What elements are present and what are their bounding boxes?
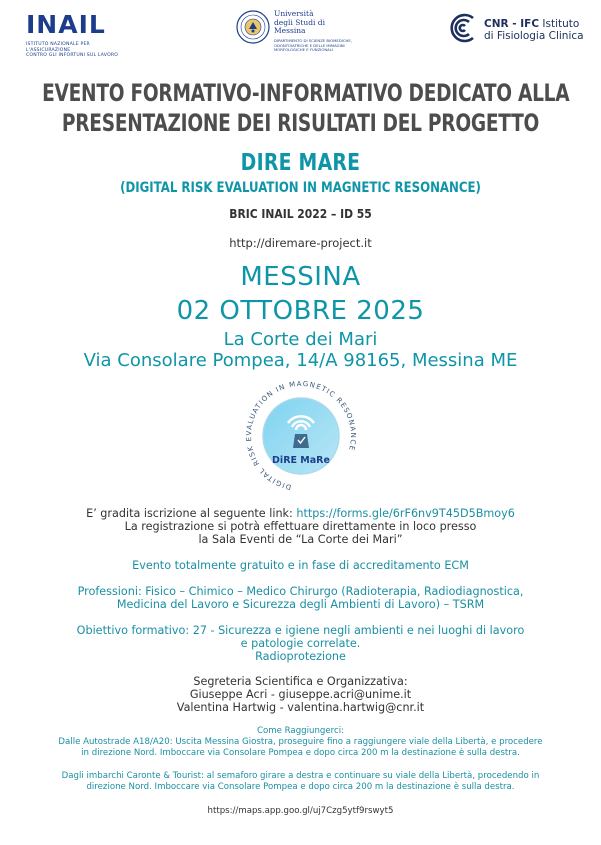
inail-wordmark: INAIL bbox=[26, 10, 106, 39]
event-city: MESSINA bbox=[240, 262, 361, 292]
event-address: Via Consolare Pompea, 14/A 98165, Messina ME bbox=[83, 350, 518, 371]
ecm-note: Evento totalmente gratuito e in fase di accreditamento ECM bbox=[132, 559, 469, 572]
grant-id: BRIC INAIL 2022 – ID 55 bbox=[229, 206, 372, 221]
professions-line-2: Medicina del Lavoro e Sicurezza degli Ambienti di Lavoro) – TSRM bbox=[116, 598, 485, 611]
directions-highway-line-2: in direzione Nord. Imboccare via Consolare Pompea e dopo circa 200 m la destinazione è sulla destra. bbox=[81, 748, 520, 758]
registration-onsite-line: La registrazione si potrà effettuare direttamente in loco presso bbox=[124, 520, 477, 533]
registration-line: E’ gradita iscrizione al seguente link: https://forms.gle/6rF6nv9T45D5Bmoy6 bbox=[86, 507, 515, 520]
logo-badge-text: DiRE MaRe bbox=[272, 455, 330, 466]
directions-heading: Come Raggiungerci: bbox=[257, 726, 344, 736]
project-website-link[interactable]: http://diremare-project.it bbox=[229, 236, 372, 250]
cnr-name: CNR - IFC Istituto bbox=[484, 18, 580, 30]
cnr-institute: di Fisiologia Clinica bbox=[484, 30, 584, 42]
secretariat-contact-acri: Giuseppe Acri - giuseppe.acri@unime.it bbox=[189, 688, 412, 701]
directions-ferry-line-2: direzione Nord. Imboccare via Consolare Pompea e dopo circa 200 m la destinazione è sulla destra. bbox=[86, 782, 515, 792]
project-name: DIRE MARE bbox=[240, 150, 361, 176]
header-logos bbox=[0, 10, 601, 62]
logo-ring-text: DIGITAL RISK EVALUATION IN MAGNETIC RESONANCE bbox=[244, 379, 358, 492]
directions-highway-line-1: Dalle Autostrade A18/A20: Uscita Messina Giostra, proseguire fino a raggiungere viale della Libertà, e procedere bbox=[58, 737, 543, 747]
event-title: EVENTO FORMATIVO-INFORMATIVO DEDICATO ALLA PRESENTAZIONE DEI RISULTATI DEL PROGETTO bbox=[42, 79, 570, 137]
unime-logo bbox=[236, 10, 376, 58]
secretariat-contact-hartwig: Valentina Hartwig - valentina.hartwig@cnr.it bbox=[176, 701, 425, 714]
event-venue: La Corte dei Mari bbox=[223, 329, 378, 350]
objective-line-3: Radioprotezione bbox=[255, 650, 346, 663]
directions-ferry-line-1: Dagli imbarchi Caronte & Tourist: al semaforo girare a destra e continuare su viale della Libertà, procedendo in bbox=[61, 771, 540, 781]
inail-subtitle: ISTITUTO NAZIONALE PER L'ASSICURAZIONE CONTRO GLI INFORTUNI SUL LAVORO bbox=[26, 42, 119, 58]
inail-logo bbox=[26, 12, 134, 59]
dire-mare-logo bbox=[233, 378, 369, 498]
registration-venue-line: la Sala Eventi de “La Corte dei Mari” bbox=[198, 533, 403, 546]
event-date: 02 OTTOBRE 2025 bbox=[176, 296, 425, 326]
project-full-name: (DIGITAL RISK EVALUATION IN MAGNETIC RESONANCE) bbox=[120, 180, 481, 196]
university-seal-icon bbox=[236, 10, 270, 44]
objective-line-1: Obiettivo formativo: 27 - Sicurezza e igiene negli ambienti e nei luoghi di lavoro bbox=[76, 624, 525, 637]
registration-form-link[interactable]: https://forms.gle/6rF6nv9T45D5Bmoy6 bbox=[296, 507, 515, 520]
unime-department: DIPARTIMENTO DI SCIENZE BIOMEDICHE, ODONTOIATRICHE E DELLE IMMAGINI MORFOLOGICHE E FUNZIONALI bbox=[274, 38, 352, 53]
cnr-logo bbox=[447, 12, 587, 52]
secretariat-heading: Segreteria Scientifica e Organizzativa: bbox=[193, 675, 408, 688]
unime-name: Università degli Studi di Messina bbox=[274, 9, 325, 35]
cnr-mark-icon bbox=[447, 12, 479, 44]
professions-line-1: Professioni: Fisico – Chimico – Medico Chirurgo (Radioterapia, Radiodiagnostica, bbox=[77, 585, 524, 598]
objective-line-2: e patologie correlate. bbox=[240, 637, 361, 650]
maps-link[interactable]: https://maps.app.goo.gl/uj7Czg5ytf9rswyt5 bbox=[207, 806, 394, 816]
